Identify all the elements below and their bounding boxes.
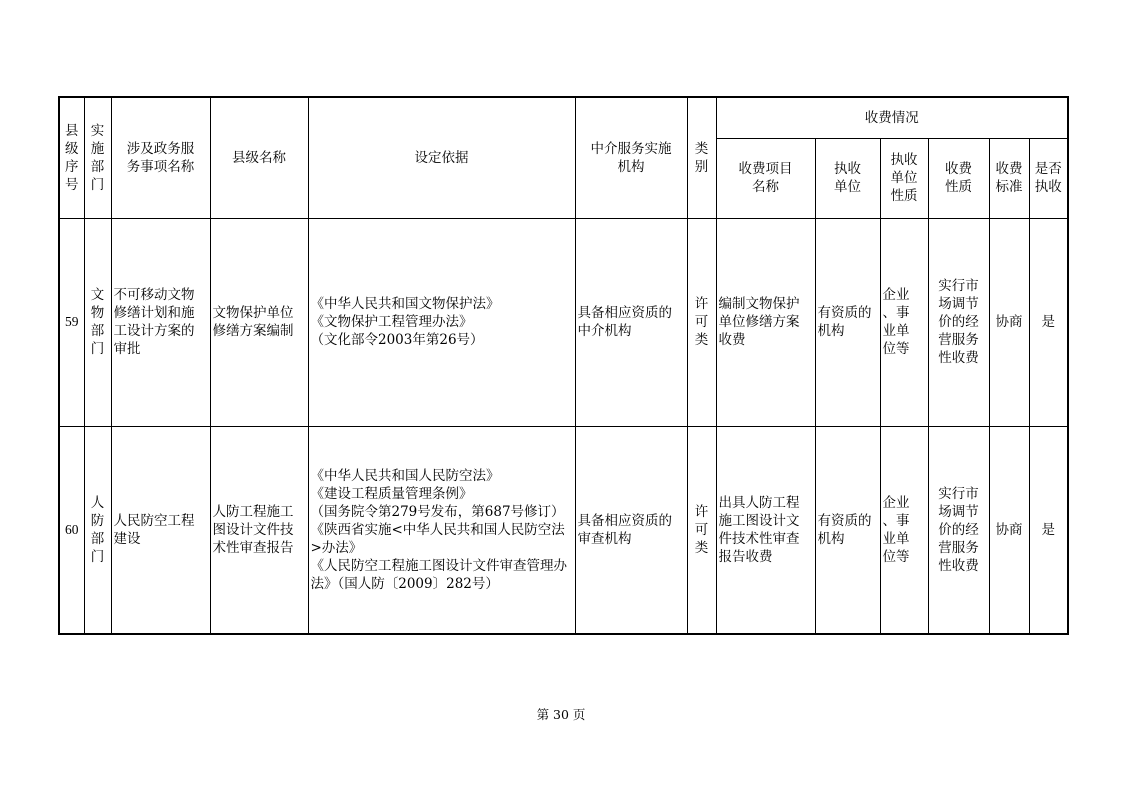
header-dept: 实 施 部 门	[84, 97, 111, 218]
row-item: 不可移动文物修缮计划和施工设计方案的审批	[111, 218, 210, 426]
row-unit-nature: 企业 、事 业单 位等	[880, 426, 928, 634]
row-fee-std: 协商	[989, 218, 1029, 426]
basis-line: 《中华人民共和国文物保护法》	[310, 296, 500, 312]
header-item: 涉及政务服 务事项名称	[111, 97, 210, 218]
header-collect: 是否 执收	[1029, 138, 1068, 218]
row-basis	[308, 426, 575, 634]
basis-line: （文化部令2003年第26号）	[310, 332, 484, 348]
row-category: 许 可 类	[687, 218, 716, 426]
header-basis: 设定依据	[308, 97, 575, 218]
fee-table	[58, 96, 1069, 635]
header-fee-nature: 收费 性质	[928, 138, 989, 218]
header-seq: 县 级 序 号	[59, 97, 84, 218]
table-row	[59, 426, 1068, 634]
row-fee-nature: 实行市 场调节 价的经 营服务 性收费	[928, 426, 989, 634]
row-county-name: 文物保护单位修缮方案编制	[210, 218, 308, 426]
header-category: 类 别	[687, 97, 716, 218]
row-seq: 60	[59, 426, 84, 634]
row-fee-item: 编制文物保护单位修缮方案收费	[716, 218, 815, 426]
header-county-name: 县级名称	[210, 97, 308, 218]
row-dept: 文 物 部 门	[84, 218, 111, 426]
row-agency: 具备相应资质的审查机构	[575, 426, 687, 634]
row-category: 许 可 类	[687, 426, 716, 634]
row-collect: 是	[1029, 218, 1068, 426]
row-fee-item: 出具人防工程施工图设计文件技术性审查报告收费	[716, 426, 815, 634]
row-fee-unit: 有资质的机构	[815, 426, 880, 634]
header-fee-group: 收费情况	[716, 97, 1068, 138]
row-unit-nature: 企业 、事 业单 位等	[880, 218, 928, 426]
row-seq: 59	[59, 218, 84, 426]
header-fee-item: 收费项目 名称	[716, 138, 815, 218]
basis-line: 《陕西省实施<中华人民共和国人民防空法>办法》	[310, 521, 565, 556]
header-fee-std: 收费 标准	[989, 138, 1029, 218]
header-row-1	[59, 97, 1068, 138]
basis-line: 《建设工程质量管理条例》	[310, 485, 473, 502]
row-item: 人民防空工程建设	[111, 426, 210, 634]
header-fee-unit: 执收 单位	[815, 138, 880, 218]
basis-line: （国务院令第279号发布，第687号修订）	[310, 503, 565, 520]
row-collect: 是	[1029, 426, 1068, 634]
page-number: 第 30 页	[536, 707, 586, 722]
row-dept: 人 防 部 门	[84, 426, 111, 634]
basis-line: 《文物保护工程管理办法》	[310, 314, 473, 330]
header-unit-nature: 执收 单位 性质	[880, 138, 928, 218]
row-fee-unit: 有资质的机构	[815, 218, 880, 426]
basis-line: 《人民防空工程施工图设计文件审查管理办法》（国人防〔2009〕282号）	[310, 557, 567, 592]
row-agency: 具备相应资质的中介机构	[575, 218, 687, 426]
row-fee-nature: 实行市 场调节 价的经 营服务 性收费	[928, 218, 989, 426]
row-basis	[308, 218, 575, 426]
basis-line: 《中华人民共和国人民防空法》	[310, 467, 500, 484]
row-county-name: 人防工程施工图设计文件技术性审查报告	[210, 426, 308, 634]
row-fee-std: 协商	[989, 426, 1029, 634]
table-row	[59, 218, 1068, 426]
header-agency: 中介服务实施 机构	[575, 97, 687, 218]
